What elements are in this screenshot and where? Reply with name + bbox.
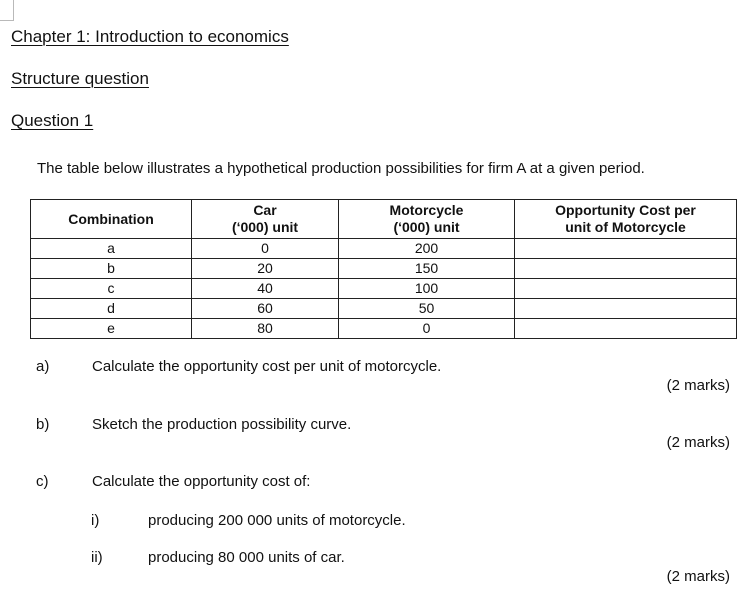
chapter-heading: Chapter 1: Introduction to economics <box>11 27 289 46</box>
question-a-marks: (2 marks) <box>666 377 730 394</box>
table-row <box>31 239 737 259</box>
cell-car: 20 <box>192 259 339 279</box>
question-b-label: b) <box>36 416 50 433</box>
cell-combination: e <box>31 319 192 339</box>
question-c-marks: (2 marks) <box>666 568 730 585</box>
cell-combination: a <box>31 239 192 259</box>
question-heading: Question 1 <box>11 111 94 130</box>
question-a-label: a) <box>36 358 50 375</box>
cell-car: 40 <box>192 279 339 299</box>
question-b-marks: (2 marks) <box>666 434 730 451</box>
question-c-sub-i-text: producing 200 000 units of motorcycle. <box>148 512 406 529</box>
cell-motorcycle: 50 <box>339 299 515 319</box>
cell-opportunity-cost <box>515 319 737 339</box>
cell-motorcycle: 150 <box>339 259 515 279</box>
cell-motorcycle: 200 <box>339 239 515 259</box>
cell-combination: b <box>31 259 192 279</box>
table-row <box>31 319 737 339</box>
cell-car: 0 <box>192 239 339 259</box>
question-c-sub-ii-label: ii) <box>91 549 103 566</box>
cell-opportunity-cost <box>515 259 737 279</box>
table-header-row <box>31 200 737 239</box>
cell-opportunity-cost <box>515 239 737 259</box>
header-opportunity-cost-line1: Opportunity Cost per <box>555 202 696 218</box>
production-possibilities-table <box>30 199 737 339</box>
table-row <box>31 299 737 319</box>
cell-car: 60 <box>192 299 339 319</box>
question-c-label: c) <box>36 473 49 490</box>
header-motorcycle-line1: Motorcycle <box>389 202 464 218</box>
table-row <box>31 259 737 279</box>
question-a-text: Calculate the opportunity cost per unit of motorcycle. <box>92 358 442 375</box>
header-opportunity-cost-line2: unit of Motorcycle <box>565 219 686 235</box>
cell-combination: d <box>31 299 192 319</box>
cell-motorcycle: 100 <box>339 279 515 299</box>
header-combination: Combination <box>31 200 192 239</box>
table-row <box>31 279 737 299</box>
question-c-text: Calculate the opportunity cost of: <box>92 473 311 490</box>
cell-opportunity-cost <box>515 279 737 299</box>
cell-opportunity-cost <box>515 299 737 319</box>
question-b-text: Sketch the production possibility curve. <box>92 416 352 433</box>
page-corner-mark <box>0 0 14 21</box>
cell-motorcycle: 0 <box>339 319 515 339</box>
header-motorcycle-line2: (‘000) unit <box>393 219 460 235</box>
question-c-sub-i-label: i) <box>91 512 100 529</box>
cell-car: 80 <box>192 319 339 339</box>
header-car <box>192 200 339 239</box>
header-car-line2: (‘000) unit <box>231 219 299 235</box>
header-car-line1: Car <box>253 202 277 218</box>
header-motorcycle <box>339 200 515 239</box>
intro-text: The table below illustrates a hypothetical production possibilities for firm A at a given period. <box>37 160 645 177</box>
cell-combination: c <box>31 279 192 299</box>
question-c-sub-ii-text: producing 80 000 units of car. <box>148 549 345 566</box>
header-opportunity-cost <box>515 200 737 239</box>
section-heading: Structure question <box>11 69 149 88</box>
